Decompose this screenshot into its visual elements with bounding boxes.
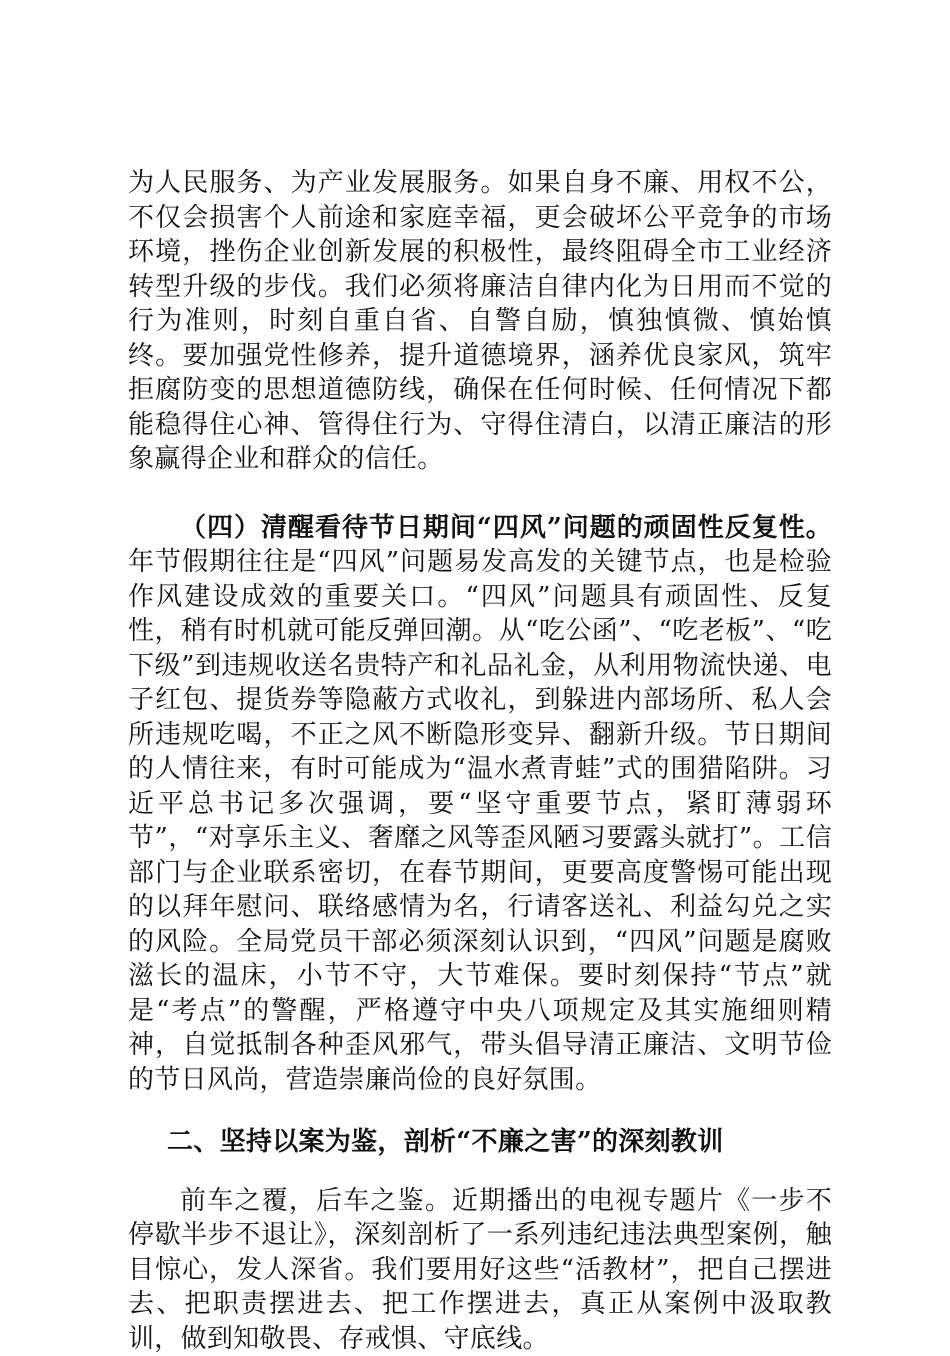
paragraph-text: 为人民服务、为产业发展服务。如果自身不廉、用权不公，不仅会损害个人前途和家庭幸福，更会破坏公平竞争的市场环境，挫伤企业创新发展的积极性，最终阻碍全市工业经济转型升级的步伐。我们必须将廉洁自律内化为日用而不觉的行为准则，时刻自重自省、自警自励，慎独慎微、慎始慎终。要加强党性修养，提升道德境界，涵养优良家风，筑牢拒腐防变的思想道德防线，确保在任何时候、任何情况下都能稳得住心神、管得住行为、守得住清白，以清正廉洁的形象赢得企业和群众的信任。 <box>128 168 832 474</box>
paragraph-case-study <box>128 1184 832 1356</box>
section-four-text: 年节假期往往是“四风”问题易发高发的关键节点，也是检验作风建设成效的重要关口。“四风”问题具有顽固性、反复性，稍有时机就可能反弹回潮。从“吃公函”、“吃老板”、“吃下级”到违规收送名贵特产和礼品礼金，从利用物流快递、电子红包、提货券等隐蔽方式收礼，到躲进内部场所、私人会所违规吃喝，不正之风不断隐形变异、翻新升级。节日期间的人情往来，有时可能成为“温水煮青蛙”式的围猎陷阱。习近平总书记多次强调，要“坚守重要节点，紧盯薄弱环节”，“对享乐主义、奢靡之风等歪风陋习要露头就打”。工信部门与企业联系密切，在春节期间，更要高度警惕可能出现的以拜年慰问、联络感情为名，行请客送礼、利益勾兑之实的风险。全局党员干部必须深刻认识到，“四风”问题是腐败滋长的温床，小节不守，大节难保。要时刻保持“节点”就是“考点”的警醒，严格遵守中央八项规定及其实施细则精神，自觉抵制各种歪风邪气，带头倡导清正廉洁、文明节俭的节日风尚，营造崇廉尚俭的良好氛围。 <box>128 547 832 1095</box>
section-four-lead: （四）清醒看待节日期间“四风”问题的顽固性反复性。 <box>180 513 832 543</box>
section-heading-two: 二、坚持以案为鉴，剖析“不廉之害”的深刻教训 <box>128 1125 832 1160</box>
paragraph-section-four <box>128 511 832 1098</box>
paragraph-text: 前车之覆，后车之鉴。近期播出的电视专题片《一步不停歇半步不退让》，深刻剖析了一系列违纪违法典型案例，触目惊心，发人深省。我们要用好这些“活教材”，把自己摆进去、把职责摆进去、把工作摆进去，真正从案例中汲取教训，做到知敬畏、存戒惧、守底线。 <box>128 1186 832 1354</box>
document-body <box>128 166 832 1356</box>
paragraph-continued <box>128 166 832 477</box>
